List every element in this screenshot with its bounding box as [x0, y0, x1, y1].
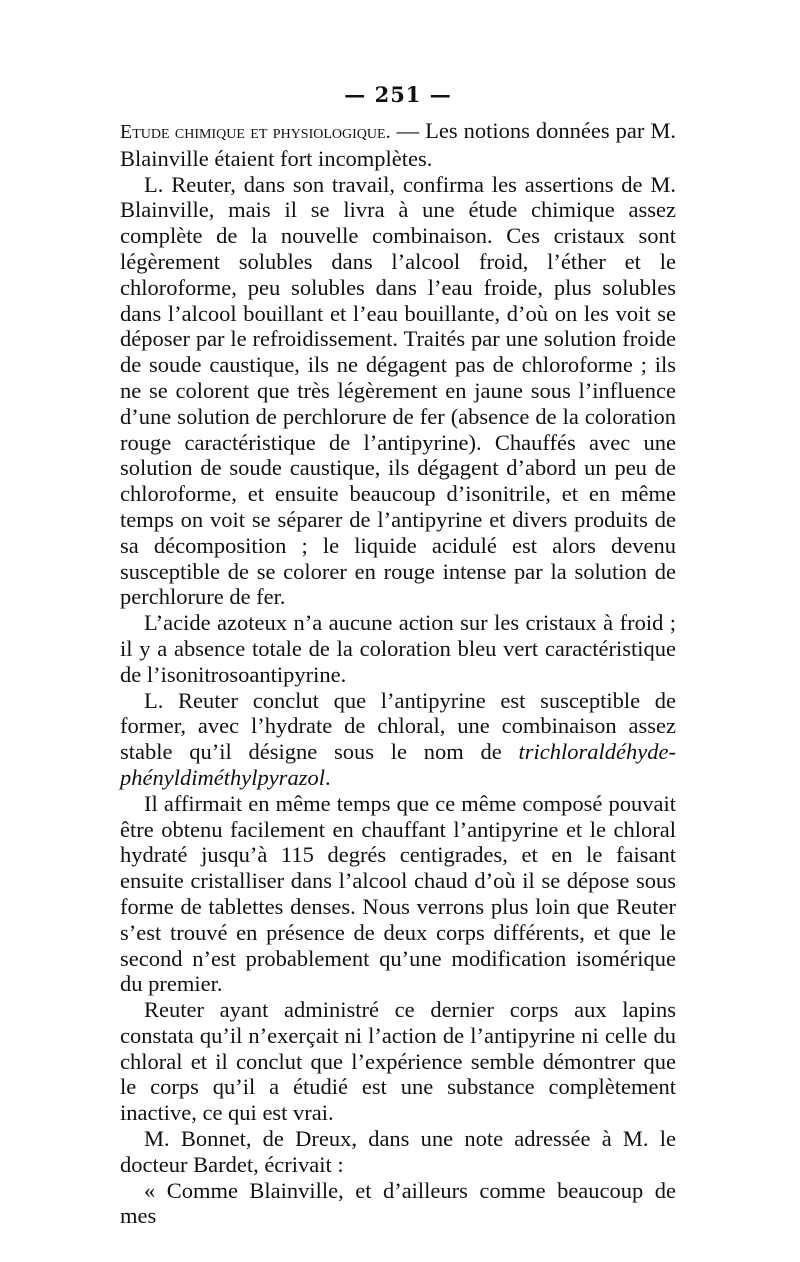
paragraph-text: « Comme Blainville, et d’ailleurs comme beaucoup de mes: [120, 1177, 676, 1229]
body-text: [120, 118, 676, 1229]
page-number: — 251 —: [344, 82, 452, 107]
paragraph: [120, 1178, 676, 1230]
paragraph: [120, 688, 676, 791]
paragraph-text: L. Reuter, dans son travail, confirma les assertions de M. Blainville, mais il se livra à une étude chimique assez complète de la nouvelle combinaison. Ces cristaux sont légèrement solubles dans l’alcool froid, l’éther et le chloroforme, peu solubles dans l’eau froide, plus solubles dans l’alcool bouillant et l’eau bouillante, d’où on les voit se déposer par le refroidissement. Traités par une solution froide de soude caustique, ils ne dégagent pas de chloroforme ; ils ne se colorent que très légèrement en jaune sous l’influence d’une solution de perchlorure de fer (absence de la coloration rouge caractéristique de l’antipyrine). Chauffés avec une solution de soude caustique, ils dégagent d’abord un peu de chloroforme, et ensuite beaucoup d’isonitrile, et en même temps on voit se séparer de l’antipyrine et divers produits de sa décomposition ; le liquide acidulé est alors devenu susceptible de se colorer en rouge intense par la solution de perchlorure de fer.: [120, 171, 676, 610]
paragraph: [120, 997, 676, 1126]
paragraph-text: Reuter ayant administré ce dernier corps aux lapins constata qu’il n’exerçait ni l’action de l’antipyrine ni celle du chloral et il conclut que l’expérience semble démontrer que le corps qu’il a étudié est une substance complètement inactive, ce qui est vrai.: [120, 997, 676, 1126]
book-page: [120, 82, 676, 1229]
paragraph: [120, 1126, 676, 1178]
paragraph: [120, 791, 676, 997]
paragraph: [120, 172, 676, 611]
paragraph-tail: .: [324, 764, 331, 790]
paragraph-text: — Les notions données par M. Blainville étaient fort incomplètes.: [120, 118, 676, 171]
paragraph-text: M. Bonnet, de Dreux, dans une note adressée à M. le docteur Bardet, écrivait :: [120, 1126, 676, 1177]
paragraph-text: L’acide azoteux n’a aucune action sur les cristaux à froid ; il y a absence totale de la coloration bleu vert caractéristique de l’isonitrosoantipyrine.: [120, 610, 676, 687]
paragraph-section-heading: [120, 118, 676, 172]
paragraph-text: Il affirmait en même temps que ce même composé pouvait être obtenu facilement en chauffant l’antipyrine et le chloral hydraté jusqu’à 115 degrés centigrades, et en le faisant ensuite cristalliser dans l’alcool chaud d’où il se dépose sous forme de tablettes denses. Nous verrons plus loin que Reuter s’est trouvé en présence de deux corps différents, et que le second n’est probablement qu’une modification isomérique du premier.: [120, 790, 676, 997]
compound-name: trichloraldéhyde-phényldiméthylpyrazol: [120, 739, 676, 790]
paragraph: [120, 610, 676, 687]
paragraph-text: L. Reuter conclut que l’antipyrine est susceptible de former, avec l’hydrate de chloral, une combinaison assez stable qu’il désigne sous le nom de: [120, 687, 676, 765]
section-heading: Etude chimique et physiologique.: [120, 121, 391, 143]
